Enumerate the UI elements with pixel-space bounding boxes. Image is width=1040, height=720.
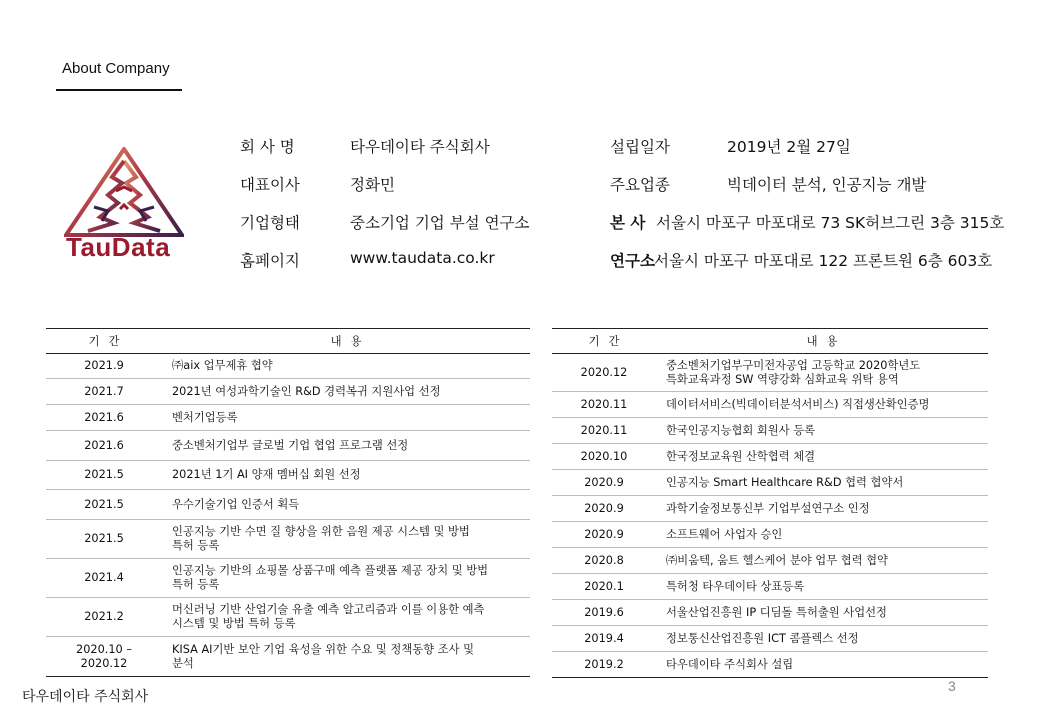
- logo-wordmark: TauData: [66, 232, 171, 262]
- history-content: 인공지능 기반의 쇼핑몰 상품구매 예측 플랫폼 제공 장치 및 방법 특허 등록: [162, 559, 530, 598]
- history-row: [552, 600, 988, 626]
- history-period: 2019.6: [552, 600, 656, 626]
- history-row: [46, 461, 530, 490]
- history-period: 2020.1: [552, 574, 656, 600]
- history-row: [46, 559, 530, 598]
- info-value: 중소기업 기업 부설 연구소: [350, 214, 530, 232]
- history-content: ㈜aix 업무제휴 협약: [162, 354, 530, 379]
- history-content: 소프트웨어 사업자 승인: [656, 522, 988, 548]
- history-period: 2021.7: [46, 379, 162, 405]
- history-row: [552, 470, 988, 496]
- history-content: 중소벤처기업부 글로벌 기업 협업 프로그램 선정: [162, 431, 530, 461]
- history-content: 정보통신산업진흥원 ICT 콤플렉스 선정: [656, 626, 988, 652]
- history-row: [552, 444, 988, 470]
- history-table-left: [46, 328, 530, 677]
- history-period: 2021.4: [46, 559, 162, 598]
- history-table-right: [552, 328, 988, 678]
- info-label: 대표이사: [240, 176, 300, 194]
- content-header: 내용: [162, 329, 530, 354]
- info-label: 기업형태: [240, 214, 300, 232]
- info-value: 정화민: [350, 176, 395, 194]
- footer-company-name: 타우데이타 주식회사: [22, 689, 149, 705]
- info-label: 회 사 명: [240, 138, 295, 156]
- period-header: 기간: [46, 329, 162, 354]
- history-period: 2021.5: [46, 461, 162, 490]
- history-period: 2020.9: [552, 470, 656, 496]
- history-row: [552, 626, 988, 652]
- content-header: 내용: [656, 329, 988, 354]
- history-row: [552, 392, 988, 418]
- history-content: 타우데이타 주식회사 설립: [656, 652, 988, 678]
- info-value: 2019년 2월 27일: [727, 138, 851, 156]
- history-row: [46, 354, 530, 379]
- history-row: [552, 548, 988, 574]
- history-row: [552, 354, 988, 392]
- history-period: 2021.5: [46, 520, 162, 559]
- info-label: 본 사: [610, 214, 646, 232]
- history-period: 2020.10: [552, 444, 656, 470]
- history-period: 2021.6: [46, 405, 162, 431]
- history-period: 2020.8: [552, 548, 656, 574]
- history-content: 2021년 1기 AI 양재 멤버십 회원 선정: [162, 461, 530, 490]
- history-row: [552, 418, 988, 444]
- history-content: 벤처기업등록: [162, 405, 530, 431]
- page-number: 3: [948, 678, 956, 694]
- history-row: [46, 598, 530, 637]
- history-content: ㈜비움텍, 움트 헬스케어 분야 업무 협력 협약: [656, 548, 988, 574]
- history-content: 2021년 여성과학기술인 R&D 경력복귀 지원사업 선정: [162, 379, 530, 405]
- history-period: 2020.11: [552, 418, 656, 444]
- history-content: 서울산업진흥원 IP 디딤돌 특허출원 사업선정: [656, 600, 988, 626]
- info-label: 연구소: [610, 252, 655, 270]
- info-value: 빅데이터 분석, 인공지능 개발: [727, 176, 927, 194]
- history-period: 2021.5: [46, 490, 162, 520]
- info-value[interactable]: www.taudata.co.kr: [350, 249, 495, 267]
- history-content: 한국인공지능협회 회원사 등록: [656, 418, 988, 444]
- history-row: [46, 490, 530, 520]
- triangle-logo-icon: [64, 147, 184, 237]
- history-row: [46, 405, 530, 431]
- history-row: [46, 637, 530, 677]
- history-row: [552, 652, 988, 678]
- history-period: 2021.9: [46, 354, 162, 379]
- history-row: [552, 574, 988, 600]
- history-content: 인공지능 기반 수면 질 향상을 위한 음원 제공 시스템 및 방법 특허 등록: [162, 520, 530, 559]
- info-value: 서울시 마포구 마포대로 73 SK허브그린 3층 315호: [656, 214, 1005, 232]
- info-value: 타우데이타 주식회사: [350, 138, 490, 156]
- history-period: 2020.12: [552, 354, 656, 392]
- history-content: 머신러닝 기반 산업기술 유출 예측 알고리즘과 이를 이용한 예측 시스템 및 방법 특허 등록: [162, 598, 530, 637]
- history-period: 2019.4: [552, 626, 656, 652]
- period-header: 기간: [552, 329, 656, 354]
- history-row: [552, 496, 988, 522]
- info-value: 서울시 마포구 마포대로 122 프론트원 6층 603호: [654, 252, 993, 270]
- history-content: 우수기술기업 인증서 획득: [162, 490, 530, 520]
- history-period: 2019.2: [552, 652, 656, 678]
- history-row: [552, 522, 988, 548]
- history-content: KISA AI기반 보안 기업 육성을 위한 수요 및 정책동향 조사 및 분석: [162, 637, 530, 677]
- section-heading: About Company: [62, 60, 170, 77]
- history-row: [46, 431, 530, 461]
- history-period: 2021.2: [46, 598, 162, 637]
- history-content: 한국정보교육원 산학협력 체결: [656, 444, 988, 470]
- history-period: 2021.6: [46, 431, 162, 461]
- history-content: 데이터서비스(빅데이터분석서비스) 직접생산확인증명: [656, 392, 988, 418]
- history-content: 특허청 타우데이타 상표등록: [656, 574, 988, 600]
- info-label: 홈페이지: [240, 252, 300, 270]
- history-period: 2020.10 – 2020.12: [46, 637, 162, 677]
- history-row: [46, 379, 530, 405]
- history-content: 중소벤처기업부구미전자공업 고등학교 2020학년도 특화교육과정 SW 역량강화 심화교육 위탁 용역: [656, 354, 988, 392]
- history-row: [46, 520, 530, 559]
- heading-underline: [56, 89, 182, 91]
- history-content: 인공지능 Smart Healthcare R&D 협력 협약서: [656, 470, 988, 496]
- info-label: 주요업종: [610, 176, 670, 194]
- history-content: 과학기술정보통신부 기업부설연구소 인정: [656, 496, 988, 522]
- info-label: 설립일자: [610, 138, 670, 156]
- history-period: 2020.9: [552, 496, 656, 522]
- history-period: 2020.11: [552, 392, 656, 418]
- history-period: 2020.9: [552, 522, 656, 548]
